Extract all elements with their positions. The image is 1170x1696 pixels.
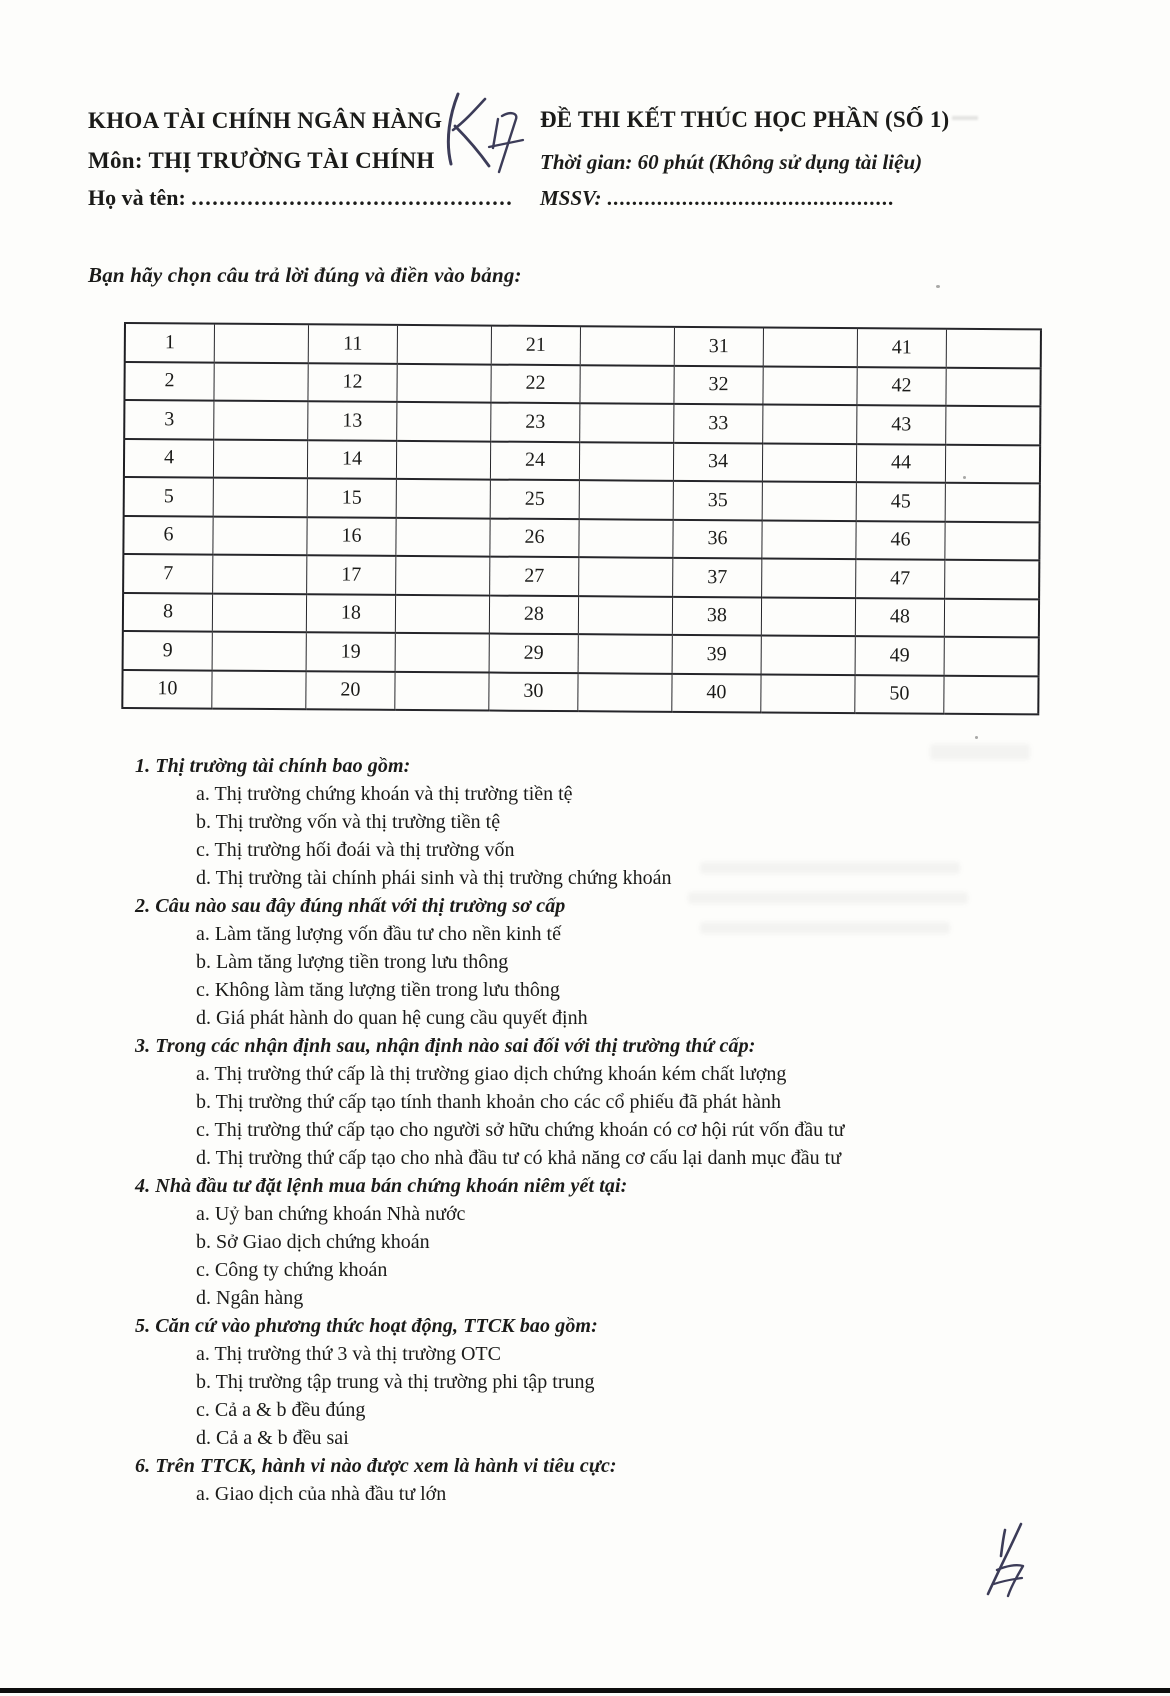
answer-number-cell: 14 [307,440,396,479]
scan-smudge [952,116,978,120]
answer-blank-cell [945,444,1040,483]
question-option: b. Làm tăng lượng tiền trong lưu thông [196,951,509,973]
answer-blank-cell [396,517,490,556]
answer-number-cell: 17 [307,555,396,594]
answer-table-row [124,477,1040,522]
question-heading: 5. Căn cứ vào phương thức hoạt động, TTCK bao gồm: [135,1315,598,1337]
answer-number-cell: 20 [306,671,395,710]
answer-blank-cell [213,478,307,517]
scan-smudge [688,892,968,904]
answer-number-cell: 46 [856,521,945,560]
answer-blank-cell [397,325,491,364]
answer-blank-cell [944,675,1039,714]
answer-blank-cell [761,635,855,674]
question-heading: 3. Trong các nhận định sau, nhận định nào sai đối với thị trường thứ cấp: [135,1035,756,1057]
answer-number-cell: 6 [123,516,213,555]
answer-number-cell: 7 [123,554,213,593]
answer-blank-cell [578,596,672,635]
answer-number-cell: 27 [490,557,579,596]
answer-table-row [123,516,1039,561]
answer-blank-cell [214,362,308,401]
department-title: KHOA TÀI CHÍNH NGÂN HÀNG [88,108,443,133]
answer-number-cell: 34 [673,442,762,481]
name-line [88,185,513,211]
answer-blank-cell [397,363,491,402]
answer-blank-cell [212,670,306,709]
answer-number-cell: 5 [124,477,214,516]
handwritten-page-number [976,1518,1046,1600]
answer-blank-cell [397,402,491,441]
question-option: c. Thị trường thứ cấp tạo cho người sở hữu chứng khoán có cơ hội rút vốn đầu tư [196,1119,845,1141]
answer-blank-cell [945,483,1040,522]
question-heading: 2. Câu nào sau đây đúng nhất với thị trường sơ cấp [135,895,566,917]
answer-blank-cell [212,593,306,632]
answer-number-cell: 33 [674,404,763,443]
answer-blank-cell [580,326,674,365]
question-option: c. Thị trường hối đoái và thị trường vốn [196,839,515,861]
question-option: b. Thị trường tập trung và thị trường phi tập trung [196,1371,595,1393]
answer-number-cell: 23 [491,403,580,442]
scan-speck [936,285,940,288]
mssv-line [540,186,894,211]
answer-blank-cell [762,558,856,597]
answer-table-body [122,323,1041,714]
answer-blank-cell [395,594,489,633]
question-option: a. Thị trường chứng khoán và thị trường tiền tệ [196,783,573,805]
mssv-dotted-line: .............................................. [606,186,895,210]
answer-table-row [123,631,1039,676]
answer-blank-cell [762,520,856,559]
answer-number-cell: 30 [489,672,578,711]
scan-speck [963,476,966,479]
answer-blank-cell [578,634,672,673]
answer-blank-cell [579,480,673,519]
question-option: a. Giao dịch của nhà đầu tư lớn [196,1483,447,1505]
answer-blank-cell [214,324,308,363]
answer-number-cell: 12 [308,363,397,402]
answer-number-cell: 47 [856,559,945,598]
answer-table [121,322,1042,715]
answer-number-cell: 50 [855,675,944,714]
answer-number-cell: 22 [491,364,580,403]
question-option: d. Cả a & b đều sai [196,1427,349,1449]
instruction-line: Bạn hãy chọn câu trả lời đúng và điền vào bảng: [88,263,522,287]
answer-blank-cell [579,557,673,596]
answer-table-row [124,362,1040,407]
name-label: Họ và tên: [88,185,186,210]
answer-number-cell: 25 [490,480,579,519]
answer-blank-cell [578,673,672,712]
question-option: d. Thị trường tài chính phái sinh và thị trường chứng khoán [196,867,672,889]
answer-number-cell: 1 [125,323,215,362]
answer-blank-cell [762,443,856,482]
answer-number-cell: 43 [857,405,946,444]
answer-number-cell: 4 [124,439,214,478]
answer-number-cell: 21 [491,326,580,365]
answer-blank-cell [213,555,307,594]
time-line: Thời gian: 60 phút (Không sử dụng tài liệu) [540,150,923,174]
subject-line: Môn: THỊ TRƯỜNG TÀI CHÍNH [88,148,435,173]
question-option: d. Giá phát hành do quan hệ cung cầu quyết định [196,1007,588,1029]
answer-table-row [122,669,1038,714]
answer-blank-cell [945,560,1040,599]
question-option: d. Thị trường thứ cấp tạo cho nhà đầu tư có khả năng cơ cấu lại danh mục đầu tư [196,1147,842,1169]
answer-blank-cell [396,556,490,595]
name-dotted-line: .............................................. [191,185,514,210]
answer-number-cell: 49 [855,636,944,675]
question-option: b. Sở Giao dịch chứng khoán [196,1231,430,1253]
question-option: a. Uỷ ban chứng khoán Nhà nước [196,1203,466,1225]
answer-number-cell: 44 [856,444,945,483]
answer-blank-cell [213,439,307,478]
answer-number-cell: 3 [124,400,214,439]
answer-blank-cell [396,440,490,479]
answer-blank-cell [946,329,1041,368]
question-option: b. Thị trường thứ cấp tạo tính thanh khoản cho các cổ phiếu đã phát hành [196,1091,782,1113]
answer-number-cell: 32 [674,365,763,404]
answer-blank-cell [396,479,490,518]
answer-blank-cell [763,404,857,443]
answer-blank-cell [395,633,489,672]
answer-blank-cell [761,597,855,636]
answer-blank-cell [761,674,855,713]
answer-blank-cell [214,401,308,440]
answer-blank-cell [944,598,1039,637]
answer-table-row [123,593,1039,638]
answer-blank-cell [579,442,673,481]
question-option: d. Ngân hàng [196,1287,304,1309]
answer-table-row [125,323,1041,368]
answer-number-cell: 13 [308,401,397,440]
answer-blank-cell [945,521,1040,560]
answer-number-cell: 48 [855,598,944,637]
question-option: c. Không làm tăng lượng tiền trong lưu thông [196,979,560,1001]
answer-number-cell: 39 [672,635,761,674]
answer-number-cell: 28 [489,595,578,634]
question-option: c. Công ty chứng khoán [196,1259,388,1281]
answer-number-cell: 41 [857,328,946,367]
mssv-label: MSSV: [540,186,602,210]
scan-smudge [700,862,960,874]
answer-number-cell: 11 [308,324,397,363]
scan-speck [975,736,978,739]
answer-number-cell: 26 [490,518,579,557]
answer-number-cell: 29 [489,634,578,673]
question-option: a. Thị trường thứ 3 và thị trường OTC [196,1343,501,1365]
answer-number-cell: 45 [856,482,945,521]
answer-number-cell: 42 [857,367,946,406]
question-heading: 4. Nhà đầu tư đặt lệnh mua bán chứng khoán niêm yết tại: [135,1175,628,1197]
answer-blank-cell [946,367,1041,406]
answer-number-cell: 37 [673,558,762,597]
answer-number-cell: 31 [674,327,763,366]
answer-number-cell: 36 [673,519,762,558]
answer-blank-cell [763,366,857,405]
answer-number-cell: 8 [123,593,213,632]
scan-edge-bar [0,1688,1170,1693]
answer-number-cell: 18 [306,594,395,633]
question-heading: 6. Trên TTCK, hành vi nào được xem là hành vi tiêu cực: [135,1455,617,1477]
answer-grid-wrap [121,322,1042,715]
scan-smudge [930,744,1030,760]
question-heading: 1. Thị trường tài chính bao gồm: [135,755,411,777]
answer-blank-cell [946,406,1041,445]
scan-smudge [700,922,950,934]
answer-table-row [124,400,1040,445]
handwritten-class-mark [438,86,530,178]
answer-blank-cell [395,671,489,710]
answer-number-cell: 9 [123,631,213,670]
answer-blank-cell [213,516,307,555]
answer-number-cell: 38 [672,596,761,635]
answer-blank-cell [579,519,673,558]
answer-table-row [124,439,1040,484]
answer-number-cell: 40 [672,673,761,712]
question-option: a. Thị trường thứ cấp là thị trường giao dịch chứng khoán kém chất lượng [196,1063,787,1085]
answer-table-row [123,554,1039,599]
answer-number-cell: 2 [124,362,214,401]
question-option: b. Thị trường vốn và thị trường tiền tệ [196,811,501,833]
answer-blank-cell [944,637,1039,676]
question-option: a. Làm tăng lượng vốn đầu tư cho nền kinh tế [196,923,561,945]
answer-blank-cell [763,327,857,366]
exam-title: ĐỀ THI KẾT THÚC HỌC PHẦN (SỐ 1) [540,107,950,132]
answer-number-cell: 24 [490,441,579,480]
answer-blank-cell [762,481,856,520]
answer-number-cell: 15 [307,478,396,517]
question-option: c. Cả a & b đều đúng [196,1399,366,1421]
answer-number-cell: 35 [673,481,762,520]
answer-blank-cell [212,632,306,671]
answer-blank-cell [580,403,674,442]
answer-number-cell: 10 [122,669,212,708]
answer-blank-cell [580,365,674,404]
answer-number-cell: 16 [307,517,396,556]
answer-number-cell: 19 [306,632,395,671]
